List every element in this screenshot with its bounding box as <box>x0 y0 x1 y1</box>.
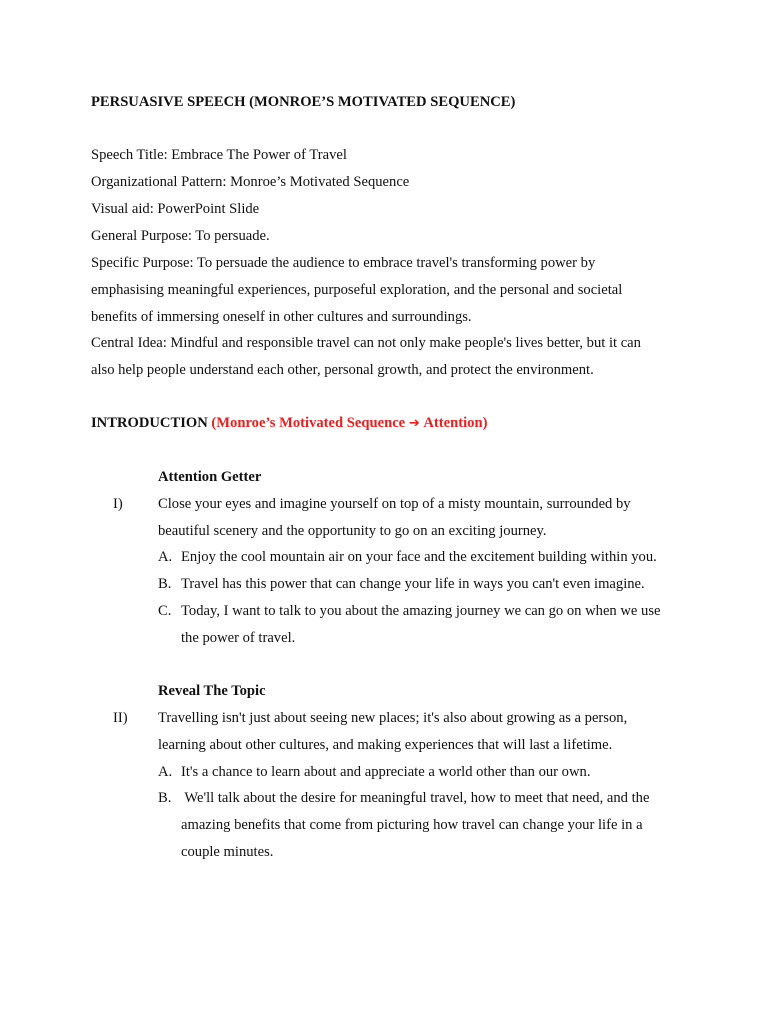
attention-step-label: Attention) <box>423 415 488 431</box>
central-idea-line-2: also help people understand each other, personal growth, and protect the environment. <box>91 362 594 378</box>
attention-getter-text-1: Close your eyes and imagine yourself on top of a misty mountain, surrounded by <box>158 496 631 512</box>
list-item-b-text-2: amazing benefits that come from picturing how travel can change your life in a <box>181 817 643 833</box>
list-letter-b: B. <box>158 576 172 592</box>
list-item-b-text-3: couple minutes. <box>181 844 274 860</box>
visual-aid-line: Visual aid: PowerPoint Slide <box>91 201 260 217</box>
list-item-a-text: It's a chance to learn about and appreciate a world other than our own. <box>181 764 591 780</box>
general-purpose-line: General Purpose: To persuade. <box>91 228 270 244</box>
list-letter-c: C. <box>158 603 172 619</box>
specific-purpose-line-1: Specific Purpose: To persuade the audience to embrace travel's transforming power by <box>91 255 596 271</box>
roman-numeral-1: I) <box>113 496 123 512</box>
introduction-heading <box>91 414 487 433</box>
list-item-b-text-1: We'll talk about the desire for meaningful travel, how to meet that need, and the <box>181 790 650 806</box>
list-item-a-text: Enjoy the cool mountain air on your face and the excitement building within you. <box>181 549 657 565</box>
introduction-label: INTRODUCTION <box>91 415 208 431</box>
organizational-pattern-line: Organizational Pattern: Monroe’s Motivated Sequence <box>91 174 410 190</box>
arrow-right-icon: ➔ <box>408 416 420 431</box>
attention-getter-text-2: beautiful scenery and the opportunity to go on an exciting journey. <box>158 523 547 539</box>
list-letter-b: B. <box>158 790 172 806</box>
roman-numeral-2: II) <box>113 710 128 726</box>
list-item-b-text: Travel has this power that can change your life in ways you can't even imagine. <box>181 576 645 592</box>
central-idea-line-1: Central Idea: Mindful and responsible travel can not only make people's lives better, but it can <box>91 335 641 351</box>
attention-getter-heading: Attention Getter <box>158 469 262 485</box>
document-title: PERSUASIVE SPEECH (MONROE’S MOTIVATED SEQUENCE) <box>91 94 516 110</box>
reveal-topic-heading: Reveal The Topic <box>158 683 266 699</box>
list-item-c-text-1: Today, I want to talk to you about the amazing journey we can go on when we use <box>181 603 661 619</box>
reveal-topic-text-1: Travelling isn't just about seeing new places; it's also about growing as a person, <box>158 710 628 726</box>
specific-purpose-line-3: benefits of immersing oneself in other cultures and surroundings. <box>91 309 472 325</box>
list-letter-a: A. <box>158 549 173 565</box>
monroe-sequence-label: (Monroe’s Motivated Sequence <box>211 415 406 431</box>
list-item-c-text-2: the power of travel. <box>181 630 296 646</box>
specific-purpose-line-2: emphasising meaningful experiences, purposeful exploration, and the personal and societal <box>91 282 623 298</box>
reveal-topic-text-2: learning about other cultures, and making experiences that will last a lifetime. <box>158 737 613 753</box>
list-letter-a: A. <box>158 764 173 780</box>
speech-title-line: Speech Title: Embrace The Power of Travel <box>91 147 347 163</box>
